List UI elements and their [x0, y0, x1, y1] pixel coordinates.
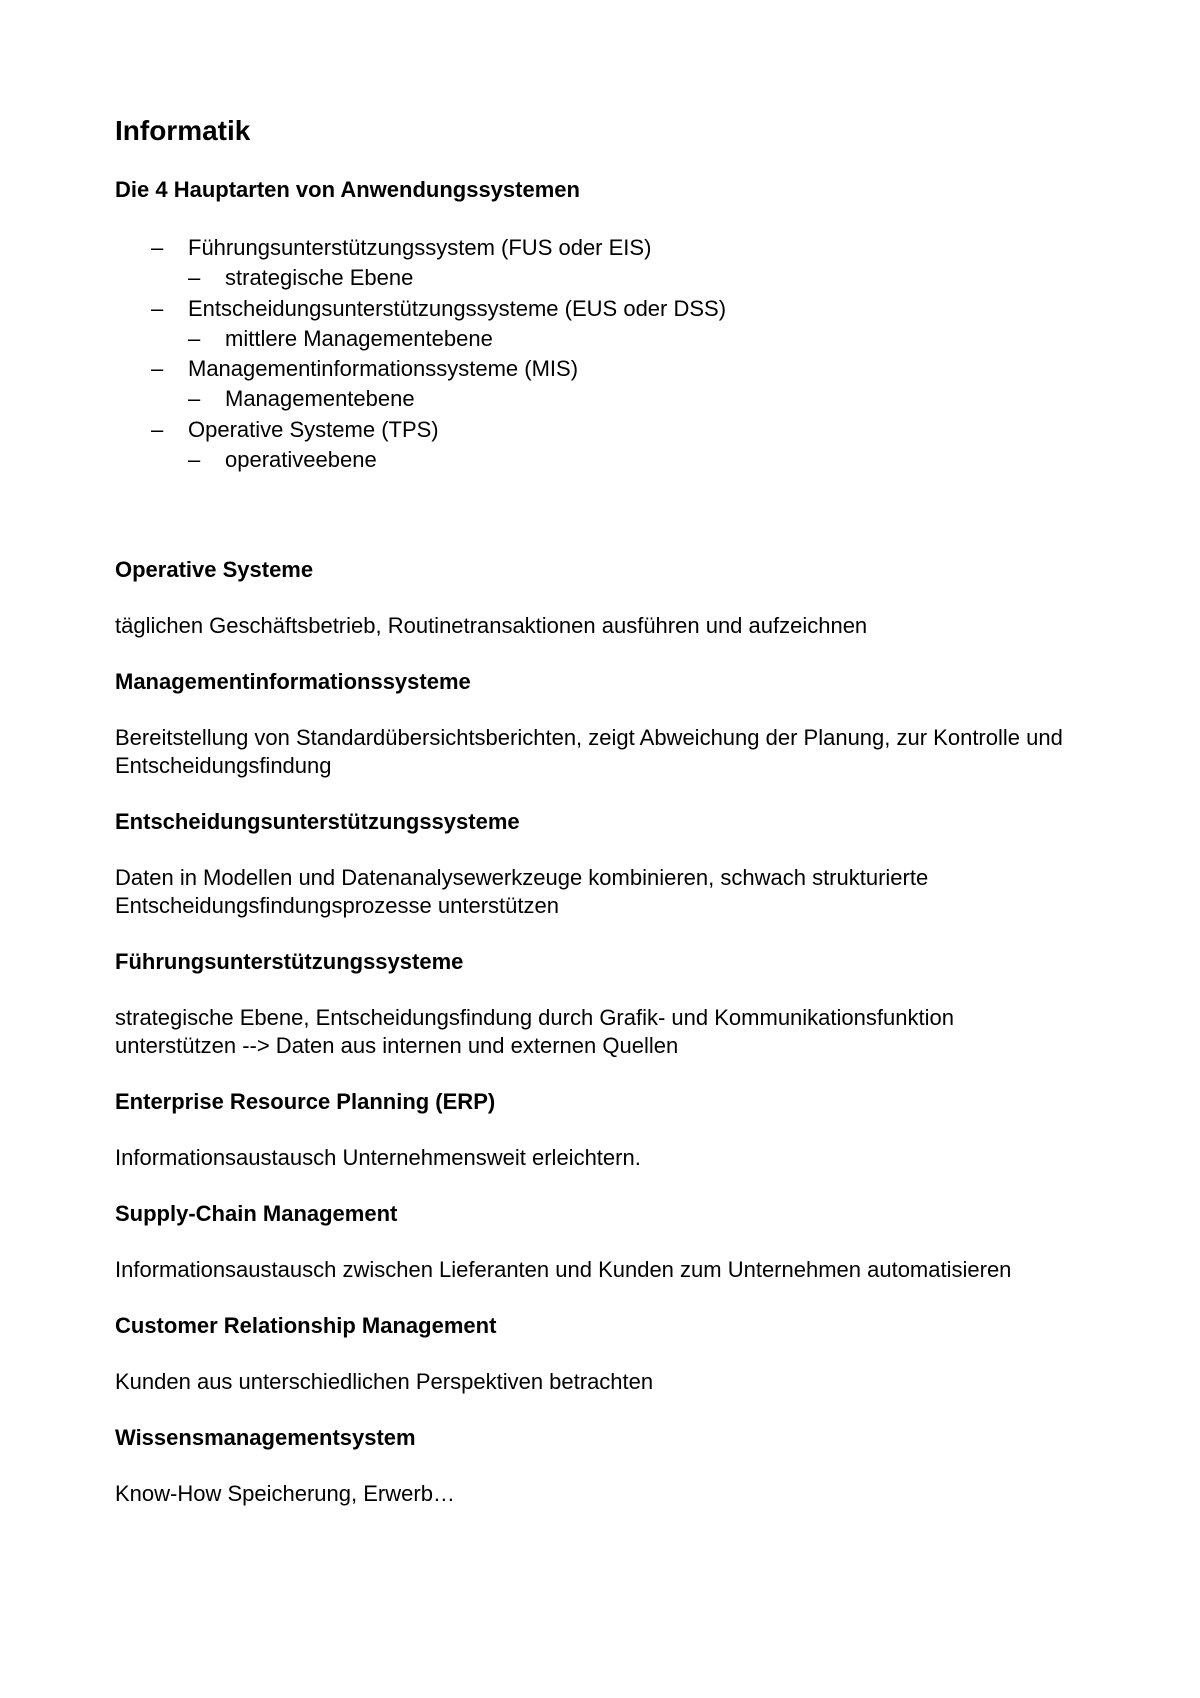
list-item-text: Entscheidungsunterstützungssysteme (EUS oder DSS) — [188, 295, 727, 321]
definition-heading: Enterprise Resource Planning (ERP) — [115, 1089, 496, 1114]
list-item-text: operativeebene — [225, 447, 377, 473]
definition-block — [115, 1200, 1075, 1284]
definition-heading: Managementinformationssysteme — [115, 669, 471, 694]
list-item-text: strategische Ebene — [225, 265, 414, 291]
definition-block — [115, 668, 1075, 780]
definition-block — [115, 948, 1075, 1060]
definitions-section — [115, 556, 1075, 1536]
list-item — [151, 415, 726, 445]
dash-bullet: – — [188, 386, 201, 412]
definition-heading: Operative Systeme — [115, 557, 314, 582]
list-item — [151, 294, 726, 324]
list-subitem — [151, 324, 726, 354]
definition-heading: Führungsunterstützungssysteme — [115, 949, 464, 974]
definition-heading: Wissensmanagementsystem — [115, 1425, 416, 1450]
definition-body: Informationsaustausch Unternehmensweit erleichtern. — [115, 1145, 641, 1170]
definition-block — [115, 1424, 1075, 1508]
definition-body: Bereitstellung von Standardübersichtsberichten, zeigt Abweichung der Planung, zur Kontrolle und Entscheidungsfindung — [115, 725, 1063, 778]
definition-heading: Customer Relationship Management — [115, 1313, 497, 1338]
dash-bullet: – — [151, 356, 164, 382]
list-item — [151, 354, 726, 384]
dash-bullet: – — [151, 416, 164, 442]
definition-block — [115, 556, 1075, 640]
dash-bullet: – — [188, 447, 201, 473]
definition-body: Daten in Modellen und Datenanalysewerkzeuge kombinieren, schwach strukturierte Entscheidungsfindungsprozesse unterstützen — [115, 865, 929, 918]
list-subitem — [151, 263, 726, 293]
definition-body: täglichen Geschäftsbetrieb, Routinetransaktionen ausführen und aufzeichnen — [115, 613, 868, 638]
list-item-text: Managementebene — [225, 386, 415, 412]
dash-bullet: – — [188, 325, 201, 351]
system-types-list — [151, 233, 726, 475]
dash-bullet: – — [188, 265, 201, 291]
dash-bullet: – — [151, 235, 164, 260]
list-subitem — [151, 384, 726, 414]
page-title: Informatik — [115, 115, 251, 146]
list-item-text: mittlere Managementebene — [225, 325, 493, 351]
list-item — [151, 233, 726, 263]
list-item-text: Managementinformationssysteme (MIS) — [188, 356, 579, 382]
definition-body: Know-How Speicherung, Erwerb… — [115, 1481, 455, 1506]
definition-block — [115, 1088, 1075, 1172]
dash-bullet: – — [151, 295, 164, 321]
definition-heading: Supply-Chain Management — [115, 1201, 398, 1226]
definition-body: strategische Ebene, Entscheidungsfindung durch Grafik- und Kommunikationsfunktion unterstützen --> Daten aus internen und externen Quellen — [115, 1005, 954, 1058]
section-subtitle: Die 4 Hauptarten von Anwendungssystemen — [115, 177, 580, 202]
definition-body: Informationsaustausch zwischen Lieferanten und Kunden zum Unternehmen automatisieren — [115, 1257, 1012, 1282]
definition-block — [115, 1312, 1075, 1396]
list-item-text: Führungsunterstützungssystem (FUS oder EIS) — [188, 235, 652, 260]
list-subitem — [151, 445, 726, 475]
list-item-text: Operative Systeme (TPS) — [188, 416, 439, 442]
definition-block — [115, 808, 1075, 920]
definition-body: Kunden aus unterschiedlichen Perspektiven betrachten — [115, 1369, 654, 1394]
definition-heading: Entscheidungsunterstützungssysteme — [115, 809, 520, 834]
